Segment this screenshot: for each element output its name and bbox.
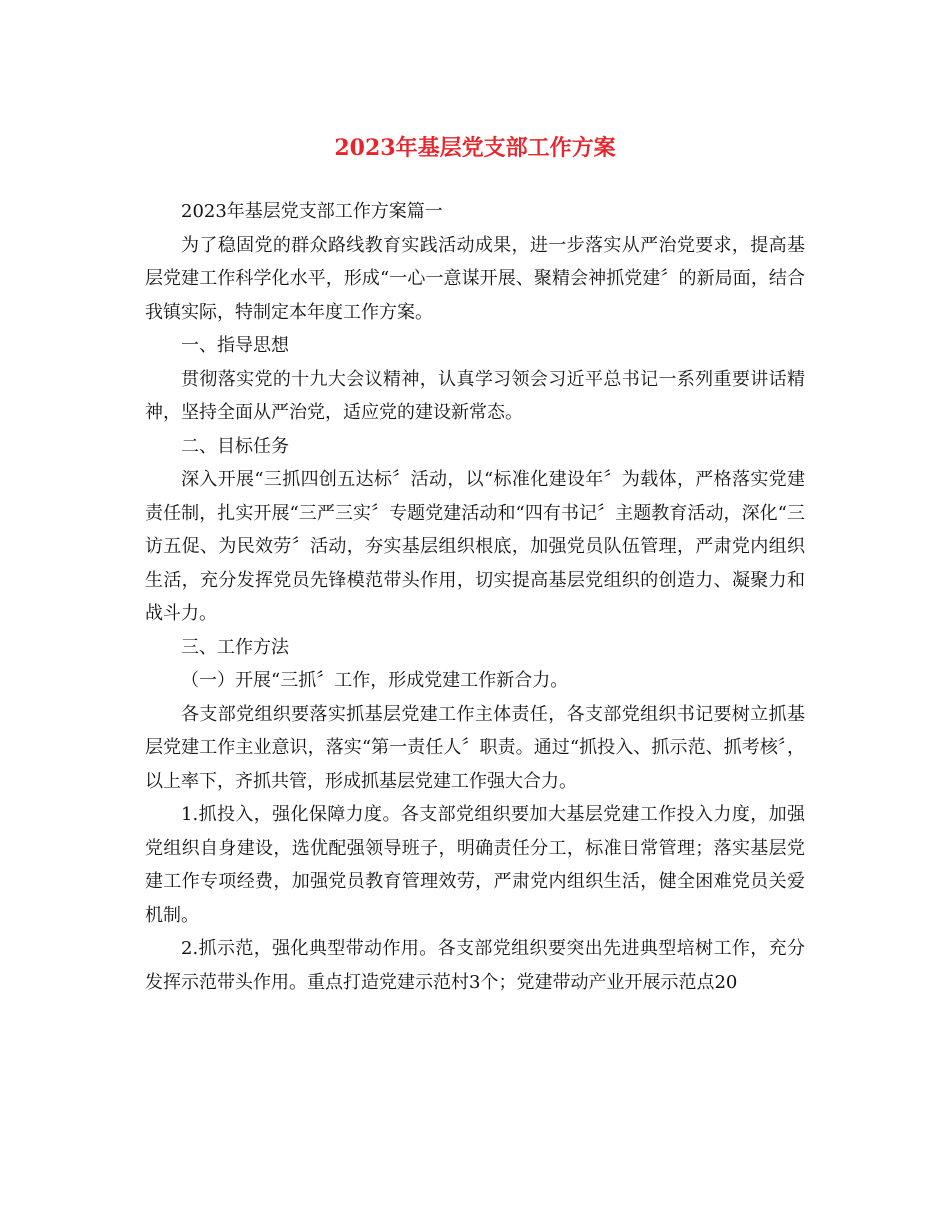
heading-objectives: 二、目标任务 (181, 435, 289, 457)
guiding-ideology-paragraph: 贯彻落实党的十九大会议精神，认真学习领会习近平总书记一系列重要讲话精神，坚持全面从严治党，适应党的建设新常态。 (145, 368, 805, 423)
intro-paragraph: 为了稳固党的群众路线教育实践活动成果，进一步落实从严治党要求，提高基层党建工作科学化水平，形成“一心一意谋开展、聚精会神抓党建〞的新局面，结合我镇实际，特制定本年度工作方案。 (145, 234, 805, 323)
heading-work-methods: 三、工作方法 (181, 636, 289, 658)
section-subtitle: 2023年基层党支部工作方案篇一 (181, 201, 443, 222)
three-grasps-paragraph: 各支部党组织要落实抓基层党建工作主体责任，各支部党组织书记要树立抓基层党建工作主业意识，落实“第一责任人〞职责。通过“抓投入、抓示范、抓考核〞，以上率下，齐抓共管，形成抓基层党建工作强大合力。 (145, 703, 805, 792)
objectives-paragraph: 深入开展“三抓四创五达标〞活动，以“标准化建设年〞为载体，严格落实党建责任制，扎实开展“三严三实〞专题党建活动和“四有书记〞主题教育活动，深化“三访五促、为民效劳〞活动，夯实基层组织根底，加强党员队伍管理，严肃党内组织生活，充分发挥党员先锋模范带头作用，切实提高基层党组织的创造力、凝聚力和战斗力。 (145, 469, 805, 624)
item-1-paragraph: 1.抓投入，强化保障力度。各支部党组织要加大基层党建工作投入力度，加强党组织自身建设，选优配强领导班子，明确责任分工，标准日常管理；落实基层党建工作专项经费，加强党员教育管理效劳，严肃党内组织生活，健全困难党员关爱机制。 (145, 804, 805, 926)
heading-guiding-ideology: 一、指导思想 (181, 335, 289, 356)
item-2-paragraph: 2.抓示范，强化典型带动作用。各支部党组织要突出先进典型培树工作，充分发挥示范带头作用。重点打造党建示范村3个；党建带动产业开展示范点20 (145, 938, 805, 993)
document-body (145, 162, 805, 999)
subheading-three-grasps: （一）开展“三抓〞工作，形成党建工作新合力。 (181, 670, 569, 691)
document-title: 2023年基层党支部工作方案 (334, 135, 616, 161)
